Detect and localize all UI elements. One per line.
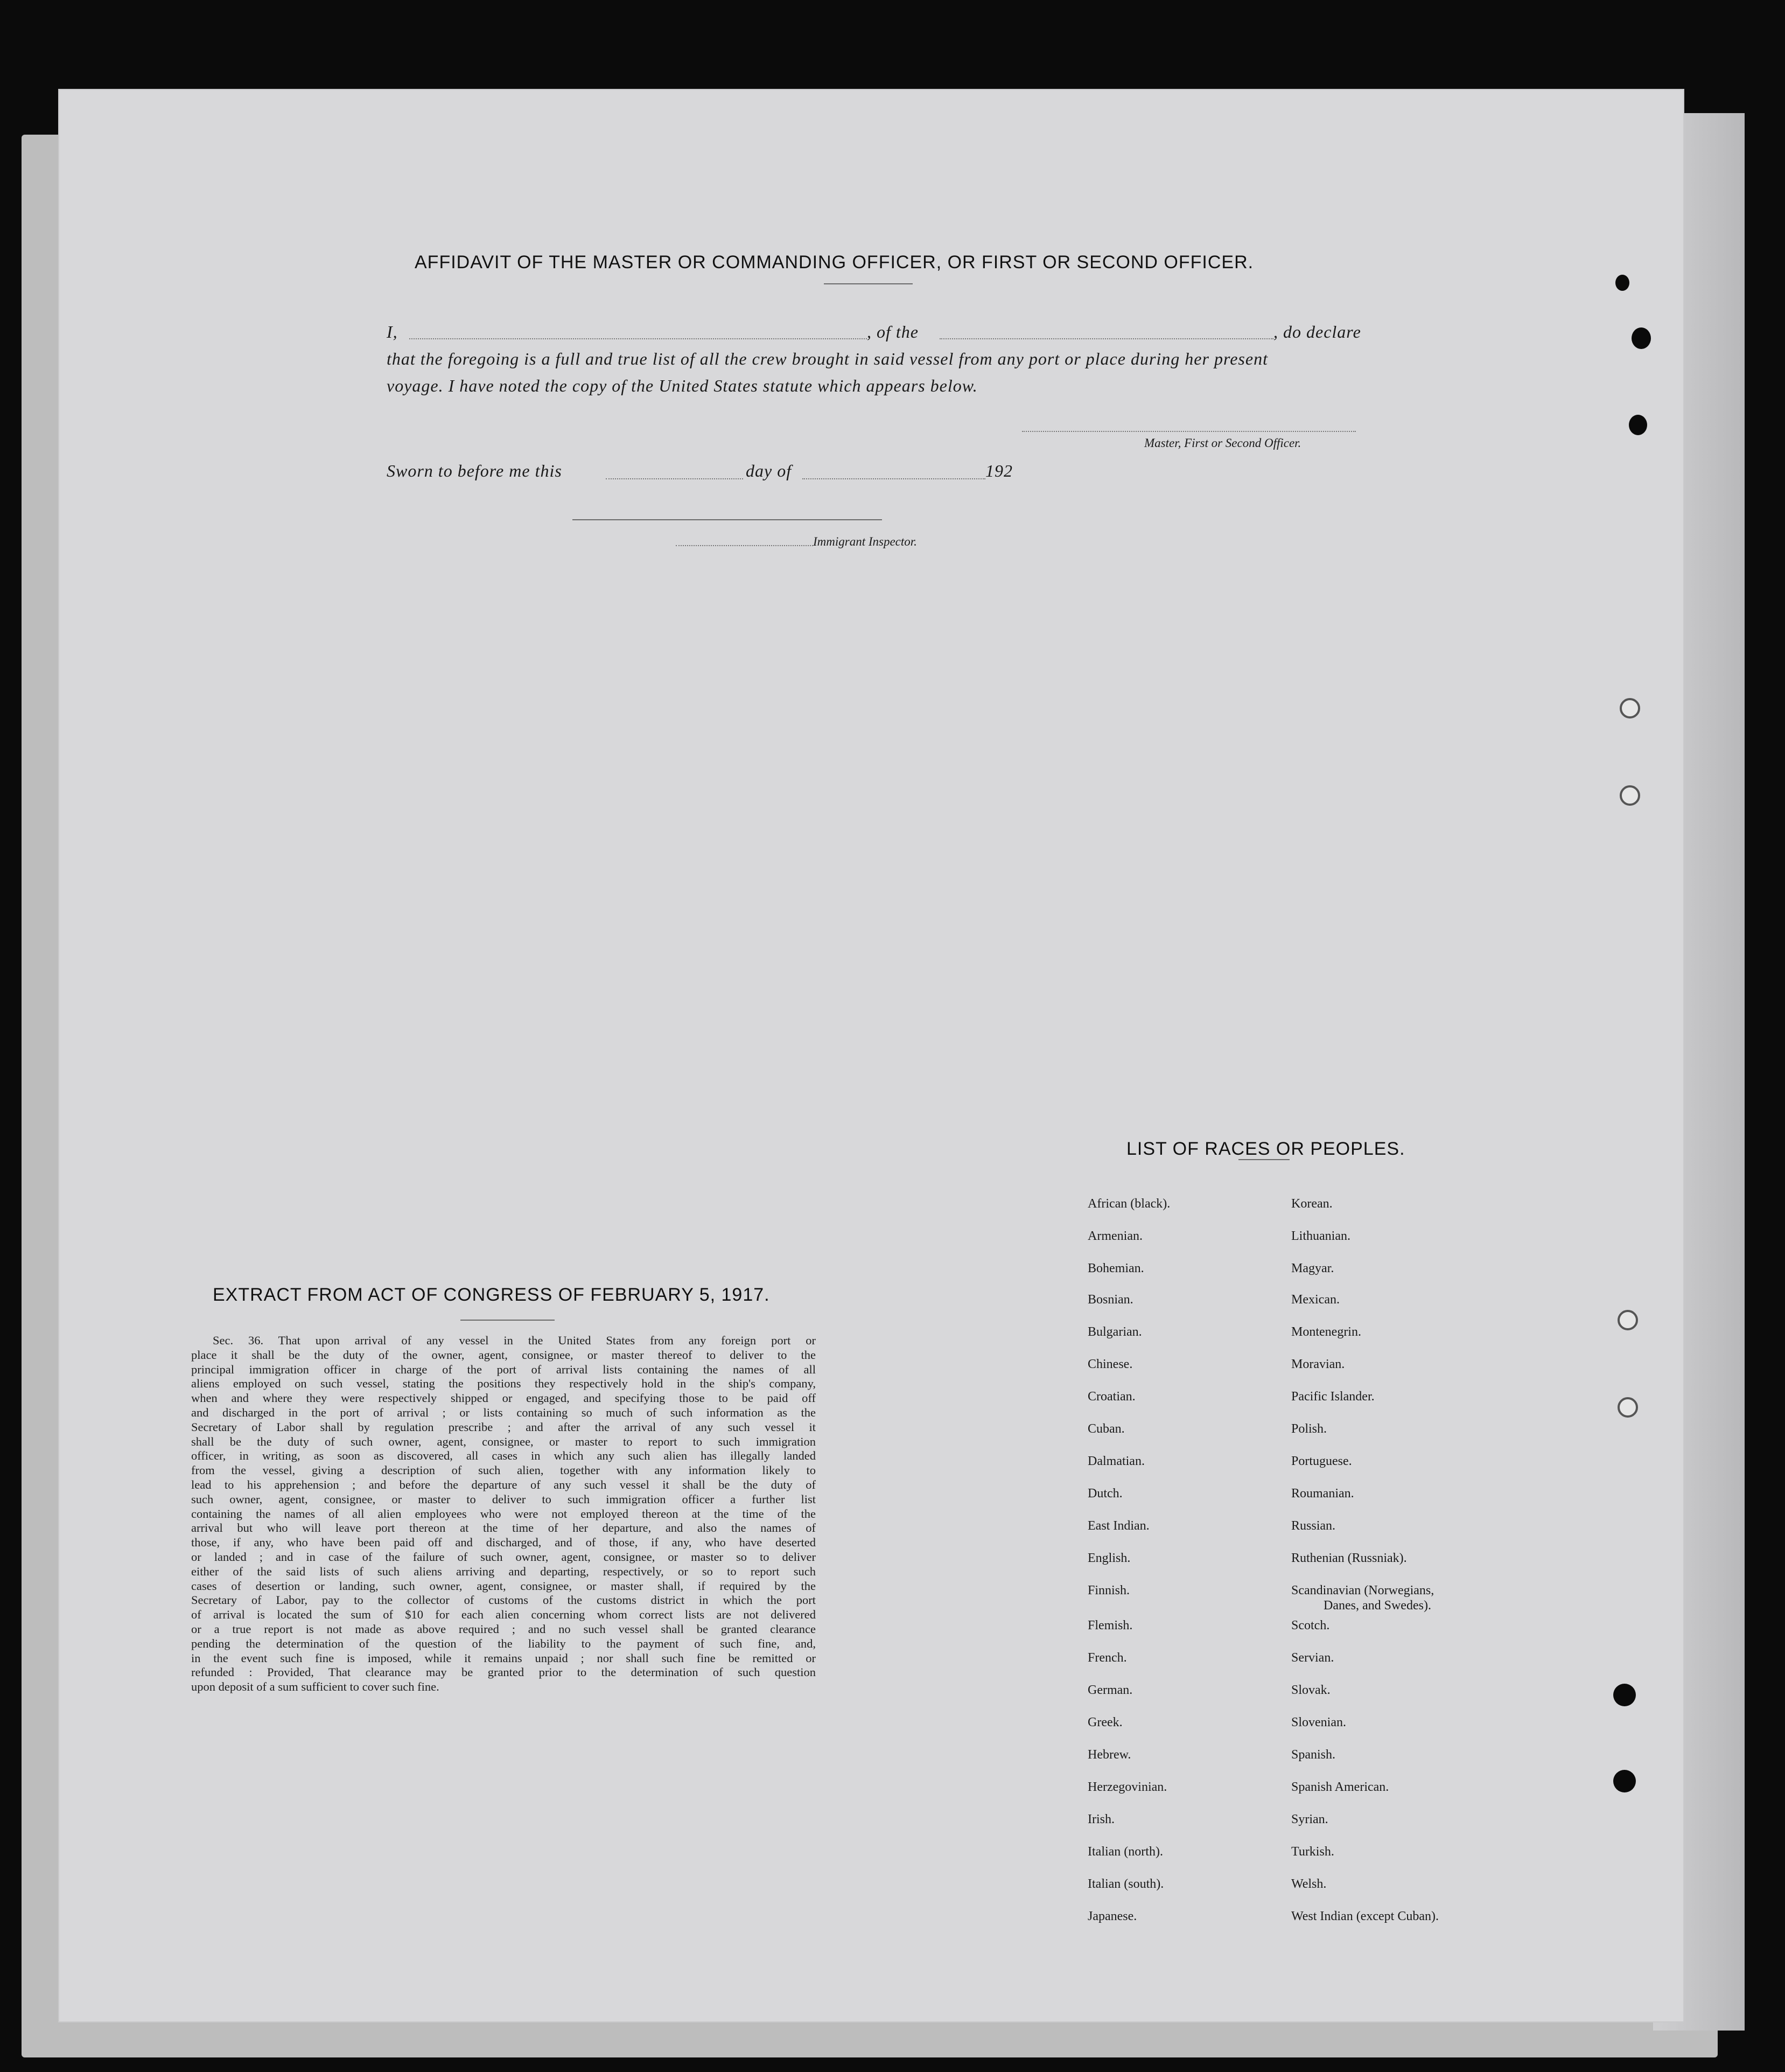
extract-line: pending the determination of the question of the liability to the payment of such fine, and,: [191, 1636, 816, 1650]
extract-line: those, if any, who have been paid off and discharged, and of those, if any, who have deserted: [191, 1536, 816, 1550]
extract-line: place it shall be the duty of the owner, agent, consignee, or master thereof to deliver to the: [191, 1348, 816, 1362]
races-title: LIST OF RACES OR PEOPLES.: [1126, 1139, 1405, 1159]
title-underline: [824, 283, 913, 284]
race-entry: Turkish.: [1291, 1845, 1334, 1859]
extract-line: upon deposit of a sum sufficient to cover such fine.: [191, 1680, 439, 1694]
binder-hole: [1620, 785, 1640, 806]
race-entry: West Indian (except Cuban).: [1291, 1909, 1439, 1923]
race-entry: Scotch.: [1291, 1618, 1330, 1633]
race-entry: Montenegrin.: [1291, 1325, 1361, 1339]
extract-line: refunded : Provided, That clearance may be granted prior to the determination of such question: [191, 1665, 816, 1679]
race-entry: Magyar.: [1291, 1261, 1334, 1275]
race-entry: Hebrew.: [1088, 1748, 1131, 1762]
extract-line: and discharged in the port of arrival ; or lists containing so much of such information as the: [191, 1405, 816, 1419]
race-entry: Servian.: [1291, 1651, 1334, 1665]
race-entry: Armenian.: [1088, 1229, 1143, 1243]
signature-label: Master, First or Second Officer.: [1144, 436, 1301, 450]
race-entry: Bosnian.: [1088, 1293, 1133, 1307]
race-entry: Korean.: [1291, 1197, 1333, 1211]
extract-line: shall be the duty of such owner, agent, consignee, or master to report to such immigration: [191, 1434, 816, 1448]
race-entry: Pacific Islander.: [1291, 1390, 1375, 1404]
race-entry: Portuguese.: [1291, 1454, 1352, 1468]
binder-hole: [1618, 1397, 1638, 1418]
race-entry: Italian (south).: [1088, 1877, 1164, 1891]
race-entry: Bohemian.: [1088, 1261, 1144, 1275]
binder-hole: [1620, 698, 1640, 718]
sworn-before: Sworn to before me this: [387, 461, 562, 480]
binder-hole: [1615, 275, 1629, 291]
affidavit-i: I,: [387, 322, 398, 341]
race-entry: German.: [1088, 1683, 1133, 1697]
extract-line: lead to his apprehension ; and before the departure of any such vessel it shall be the duty of: [191, 1477, 816, 1491]
race-entry: Roumanian.: [1291, 1487, 1354, 1501]
race-entry: Flemish.: [1088, 1618, 1133, 1633]
race-entry: Polish.: [1291, 1422, 1327, 1436]
extract-title: EXTRACT FROM ACT OF CONGRESS OF FEBRUARY 5, 1917.: [213, 1285, 770, 1305]
race-entry: Italian (north).: [1088, 1845, 1163, 1859]
race-entry: Finnish.: [1088, 1583, 1130, 1597]
extract-line: such owner, agent, consignee, or master to deliver to such immigration officer a further list: [191, 1492, 816, 1506]
signature-blank: [1022, 431, 1356, 432]
extract-line: or a true report is not made as above required ; and no such vessel shall be granted clearance: [191, 1622, 816, 1636]
extract-line: of arrival is located the sum of $10 for each alien concerning whom correct lists are not delivered: [191, 1608, 816, 1622]
race-entry: English.: [1088, 1551, 1131, 1565]
extract-underline: [460, 1320, 555, 1321]
affidavit-line-2: that the foregoing is a full and true list of all the crew brought in said vessel from any port or place during her present: [387, 349, 1268, 368]
extract-line: Secretary of Labor, pay to the collector of customs of the customs district in which the port: [191, 1593, 816, 1607]
sworn-year: 192: [985, 461, 1013, 480]
extract-line: aliens employed on such vessel, stating the positions they respectively hold in the ship's company,: [191, 1377, 816, 1391]
inspector-rule: [572, 519, 882, 520]
race-entry: Chinese.: [1088, 1357, 1133, 1371]
race-entry: Mexican.: [1291, 1293, 1340, 1307]
race-entry: Spanish.: [1291, 1748, 1336, 1762]
race-entry: Russian.: [1291, 1519, 1336, 1533]
extract-line: or landed ; and in case of the failure of such owner, agent, consignee, or master so to deliver: [191, 1550, 816, 1564]
binder-hole: [1632, 327, 1651, 349]
extract-line: Secretary of Labor shall by regulation prescribe ; and after the arrival of any such vessel it: [191, 1420, 816, 1434]
race-entry: Cuban.: [1088, 1422, 1125, 1436]
race-entry: Moravian.: [1291, 1357, 1345, 1371]
race-entry: Bulgarian.: [1088, 1325, 1142, 1339]
extract-text: [191, 1334, 816, 1694]
race-entry: Croatian.: [1088, 1390, 1136, 1404]
binder-hole: [1613, 1684, 1636, 1706]
extract-line: cases of desertion or landing, such owner, agent, consignee, or master shall, if required by the: [191, 1579, 816, 1593]
race-entry: Irish.: [1088, 1812, 1115, 1826]
race-entry: Slovenian.: [1291, 1715, 1346, 1729]
affidavit-do-declare: , do declare: [1273, 322, 1361, 341]
inspector-blank: [676, 545, 813, 546]
sworn-day-blank: [606, 478, 743, 479]
affidavit-line-3: voyage. I have noted the copy of the United States statute which appears below.: [387, 376, 978, 395]
extract-line: containing the names of all alien employees who were not employed thereon at the time of the: [191, 1506, 816, 1520]
extract-line: officer, in writing, as soon as discovered, all cases in which any such alien has illegally landed: [191, 1449, 816, 1463]
extract-line: in the event such fine is imposed, while it remains unpaid ; nor shall such fine be remitted or: [191, 1651, 816, 1665]
race-entry: Syrian.: [1291, 1812, 1328, 1826]
race-entry: Lithuanian.: [1291, 1229, 1350, 1243]
race-entry: Spanish American.: [1291, 1780, 1389, 1794]
extract-line: when and where they were respectively shipped or engaged, and specifying those to be paid off: [191, 1391, 816, 1405]
race-entry: Dutch.: [1088, 1487, 1123, 1501]
race-entry: Greek.: [1088, 1715, 1123, 1729]
binder-hole: [1613, 1770, 1636, 1792]
race-entry: East Indian.: [1088, 1519, 1150, 1533]
extract-line: from the vessel, giving a description of such alien, together with any information likely to: [191, 1463, 816, 1477]
extract-line: Sec. 36. That upon arrival of any vessel in the United States from any foreign port or: [213, 1334, 816, 1347]
races-underline: [1238, 1159, 1290, 1160]
extract-line: arrival but who will leave port thereon at the time of her departure, and also the names of: [191, 1521, 816, 1535]
inspector-label: Immigrant Inspector.: [813, 535, 917, 548]
affidavit-title: AFFIDAVIT OF THE MASTER OR COMMANDING OFFICER, OR FIRST OR SECOND OFFICER.: [415, 252, 1254, 273]
race-entry: Welsh.: [1291, 1877, 1327, 1891]
vessel-blank: [940, 338, 1273, 339]
sworn-day-of: day of: [746, 461, 792, 480]
race-entry: French.: [1088, 1651, 1127, 1665]
affidavit-of-the: , of the: [867, 322, 919, 341]
race-entry: African (black).: [1088, 1197, 1171, 1211]
race-entry: Japanese.: [1088, 1909, 1137, 1923]
race-entry: Herzegovinian.: [1088, 1780, 1167, 1794]
race-entry: Scandinavian (Norwegians,: [1291, 1583, 1434, 1597]
race-entry: Ruthenian (Russniak).: [1291, 1551, 1407, 1565]
extract-line: principal immigration officer in charge of the port of arrival lists containing the names of all: [191, 1362, 816, 1376]
name-blank: [409, 338, 867, 339]
binder-hole: [1629, 415, 1647, 435]
race-entry: Slovak.: [1291, 1683, 1331, 1697]
extract-line: either of the said lists of such aliens arriving and departing, respectively, or so to report such: [191, 1564, 816, 1578]
race-entry: Danes, and Swedes).: [1324, 1599, 1431, 1613]
binder-hole: [1618, 1310, 1638, 1330]
sworn-month-blank: [802, 478, 985, 479]
race-entry: Dalmatian.: [1088, 1454, 1145, 1468]
